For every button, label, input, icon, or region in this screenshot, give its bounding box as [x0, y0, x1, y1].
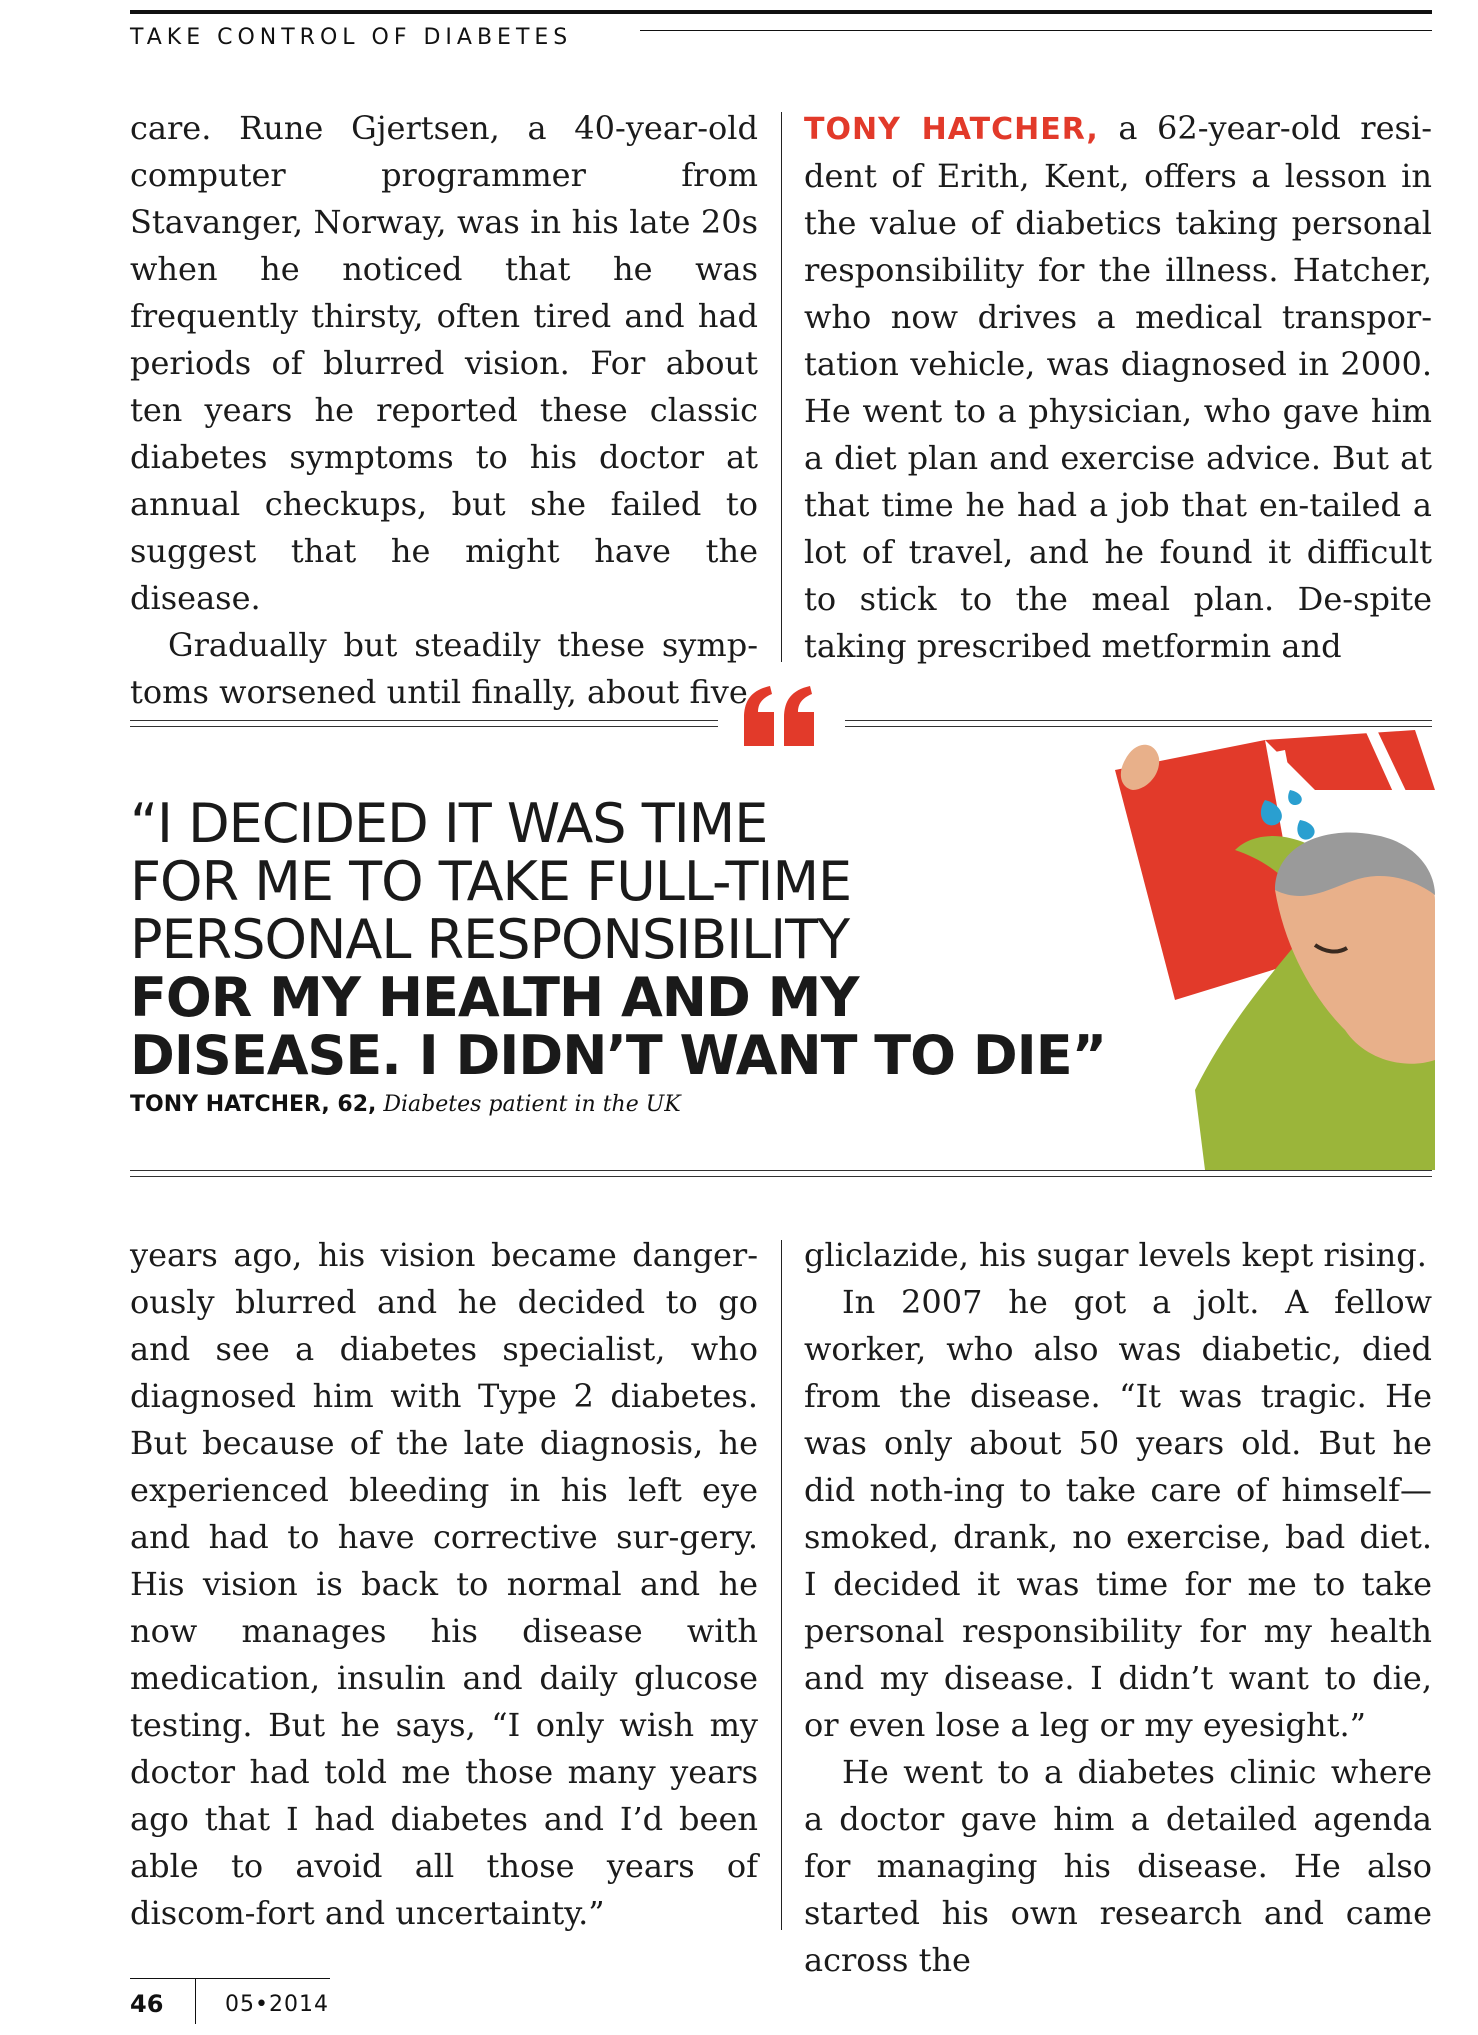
column-divider — [781, 1240, 782, 1930]
paragraph: In 2007 he got a jolt. A fellow worker, who also was diabetic, died from the disease. “It was tragic. He was only about 50 years old. But he did noth-ing to take care of himself—smoked, drank, no exercise, bad diet. I decided it was time for me to take personal responsibility for my health and my disease. I didn’t want to die, or even lose a leg or my eyesight.” — [804, 1283, 1432, 1744]
pull-quote-line: “I DECIDED IT WAS TIME — [130, 792, 768, 855]
issue-date: 05•2014 — [225, 1992, 329, 2017]
pull-quote-line-bold: DISEASE. I DIDN’T WANT TO DIE” — [130, 1024, 1107, 1087]
quotation-mark-icon — [742, 686, 818, 748]
attribution-name: TONY HATCHER, 62, — [130, 1092, 377, 1117]
pull-quote-rule-left — [130, 720, 718, 727]
article-column-3 — [130, 1232, 758, 1937]
pull-quote-rule-bottom — [130, 1170, 1432, 1177]
pull-quote-line: PERSONAL RESPONSIBILITY — [130, 908, 850, 971]
top-rule — [130, 10, 1432, 14]
paragraph-text: a 62-year-old resi-dent of Erith, Kent, offers a lesson in the value of diabetics taking personal responsibility for the illness. Hatcher, who now drives a medical transpor-tation vehicle, was diagnosed in 2000. He went to a physician, who gave him a diet plan and exercise advice. But at that time he had a job that en-tailed a lot of travel, and he found it difficult to stick to the meal plan. De-spite taking prescribed metformin and — [804, 109, 1433, 665]
pull-quote-line: FOR ME TO TAKE FULL-TIME — [130, 850, 852, 913]
pull-quote-rule-right — [845, 720, 1432, 727]
article-column-2 — [804, 105, 1432, 670]
column-divider — [781, 112, 782, 662]
pull-quote-line-bold: FOR MY HEALTH AND MY — [130, 966, 859, 1029]
paragraph: gliclazide, his sugar levels kept rising. — [804, 1236, 1427, 1274]
section-title: TAKE CONTROL OF DIABETES — [130, 25, 582, 50]
section-header-line — [640, 30, 1432, 31]
lead-name: TONY HATCHER, — [804, 112, 1099, 147]
footer-rule — [130, 1978, 330, 1979]
attribution-description: Diabetes patient in the UK — [383, 1092, 681, 1117]
pull-quote-attribution — [130, 1092, 681, 1117]
article-column-1 — [130, 105, 758, 716]
man-lifting-weight-illustration — [1115, 730, 1435, 1170]
footer-divider — [195, 1978, 196, 2024]
pull-quote — [130, 792, 1110, 1087]
paragraph — [804, 105, 1432, 670]
paragraph: Gradually but steadily these symp-toms worsened until finally, about five — [130, 626, 758, 711]
page-number: 46 — [130, 1990, 164, 2018]
paragraph: He went to a diabetes clinic where a doctor gave him a detailed agenda for managing his disease. He also started his own research and came across the — [804, 1753, 1432, 1979]
paragraph: care. Rune Gjertsen, a 40-year-old computer programmer from Stavanger, Norway, was in his late 20s when he noticed that he was frequently thirsty, often tired and had periods of blurred vision. For about ten years he reported these classic diabetes symptoms to his doctor at annual checkups, but she failed to suggest that he might have the disease. — [130, 109, 758, 617]
article-column-4 — [804, 1232, 1432, 1984]
paragraph: years ago, his vision became danger-ously blurred and he decided to go and see a diabetes specialist, who diagnosed him with Type 2 diabetes. But because of the late diagnosis, he experienced bleeding in his left eye and had to have corrective sur-gery. His vision is back to normal and he now manages his disease with medication, insulin and daily glucose testing. But he says, “I only wish my doctor had told me those many years ago that I had diabetes and I’d been able to avoid all those years of discom-fort and uncertainty.” — [130, 1236, 758, 1932]
